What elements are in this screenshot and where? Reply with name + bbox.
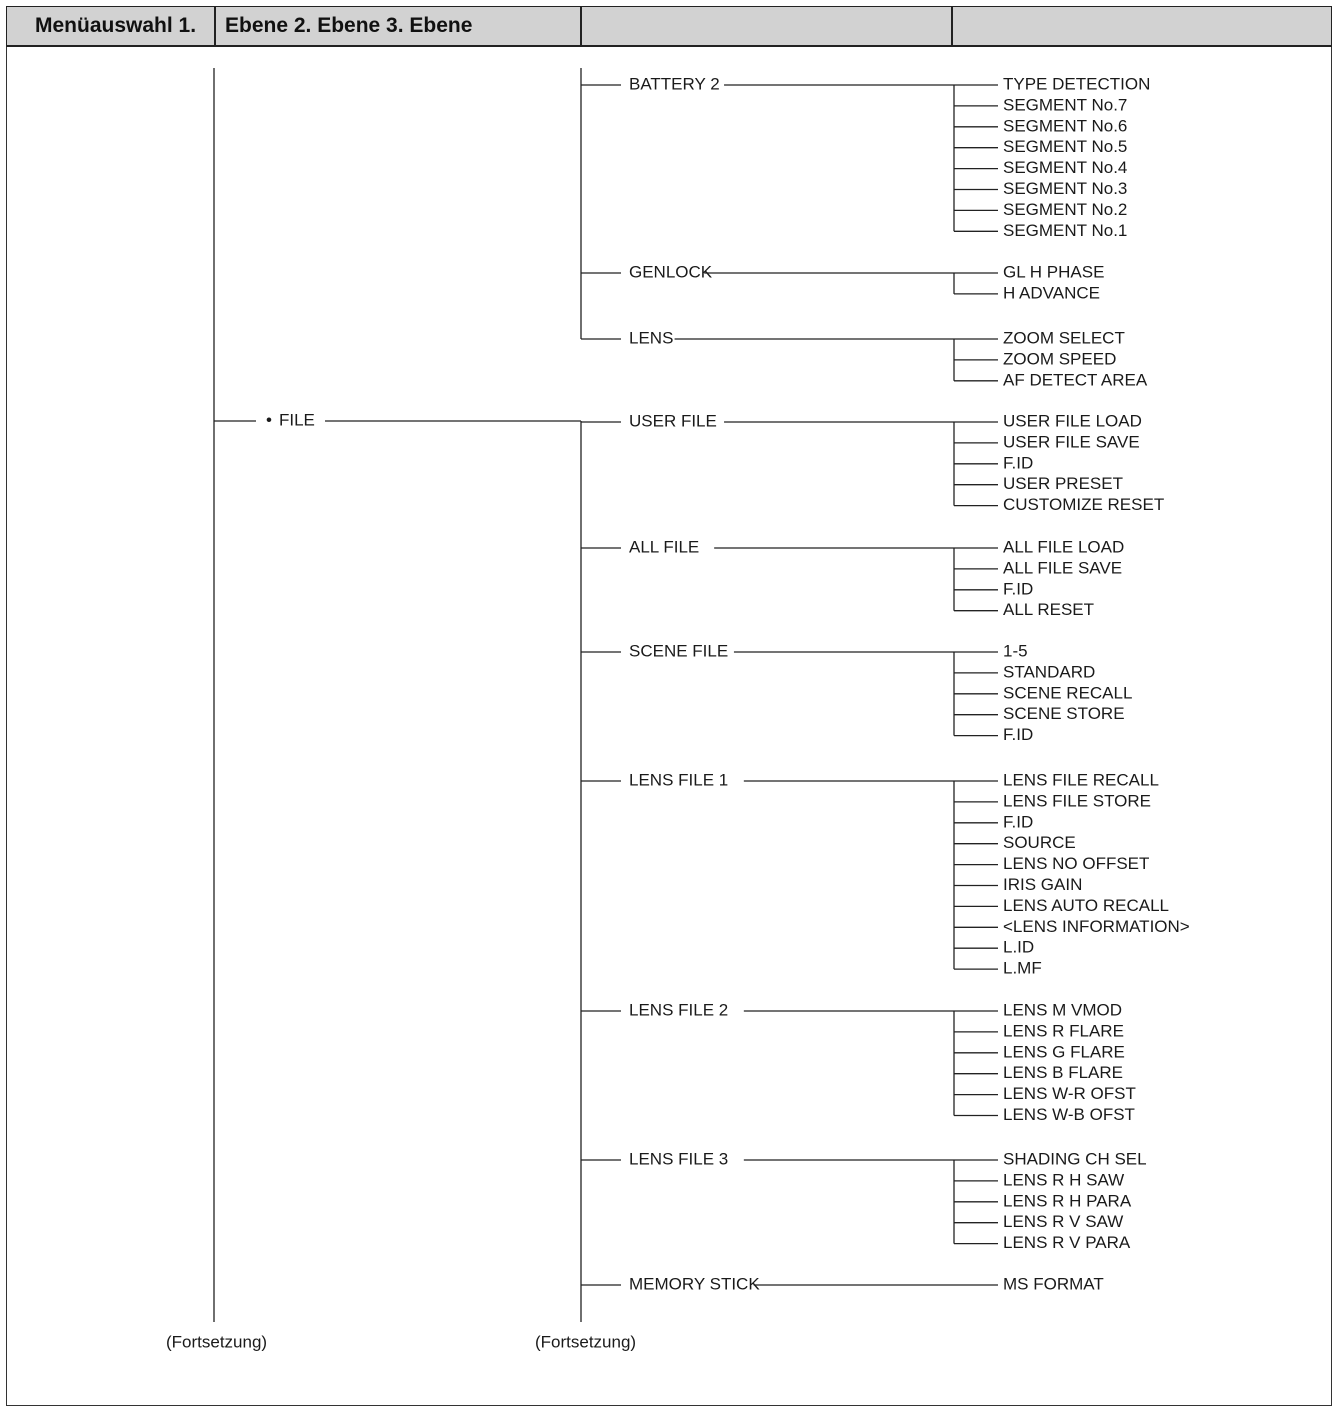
leaf-label: USER PRESET: [1003, 474, 1123, 494]
leaf-label: <LENS INFORMATION>: [1003, 916, 1190, 936]
continuation-label: (Fortsetzung): [166, 1332, 268, 1352]
group-label: LENS FILE 3: [629, 1149, 729, 1169]
leaf-label: 1-5: [1003, 641, 1028, 661]
leaf-label: GL H PHASE: [1003, 262, 1105, 282]
leaf-label: SHADING CH SEL: [1003, 1149, 1147, 1169]
leaf-label: SEGMENT No.5: [1003, 137, 1128, 157]
leaf-label: LENS R H SAW: [1003, 1170, 1125, 1190]
leaf-label: F.ID: [1003, 725, 1034, 745]
group-label: LENS FILE 2: [629, 1000, 729, 1020]
group-label: MEMORY STICK: [629, 1274, 760, 1294]
leaf-label: SEGMENT No.1: [1003, 220, 1128, 240]
leaf-label: SCENE STORE: [1003, 704, 1125, 724]
leaf-label: LENS R V PARA: [1003, 1233, 1131, 1253]
leaf-label: LENS AUTO RECALL: [1003, 895, 1169, 915]
leaf-label: LENS R H PARA: [1003, 1191, 1132, 1211]
leaf-label: ZOOM SELECT: [1003, 328, 1125, 348]
leaf-label: LENS W-R OFST: [1003, 1084, 1136, 1104]
header-col2: Ebene 2. Ebene 3. Ebene: [225, 14, 473, 37]
group-label: ALL FILE: [629, 537, 700, 557]
leaf-label: H ADVANCE: [1003, 283, 1100, 303]
leaf-label: LENS M VMOD: [1003, 1000, 1123, 1020]
leaf-label: LENS FILE STORE: [1003, 791, 1152, 811]
leaf-label: AF DETECT AREA: [1003, 370, 1148, 390]
leaf-label: STANDARD: [1003, 662, 1096, 682]
leaf-label: F.ID: [1003, 579, 1034, 599]
group-label: LENS: [629, 328, 674, 348]
leaf-label: SEGMENT No.7: [1003, 95, 1128, 115]
leaf-label: SEGMENT No.2: [1003, 199, 1128, 219]
continuation-label: (Fortsetzung): [535, 1332, 637, 1352]
group-label: GENLOCK: [629, 262, 713, 282]
leaf-label: ZOOM SPEED: [1003, 349, 1117, 369]
file-bullet-icon: •: [266, 410, 272, 430]
group-label: BATTERY 2: [629, 74, 720, 94]
leaf-label: L.ID: [1003, 937, 1035, 957]
leaf-label: MS FORMAT: [1003, 1274, 1104, 1294]
leaf-label: ALL RESET: [1003, 600, 1095, 620]
leaf-label: SEGMENT No.4: [1003, 158, 1128, 178]
leaf-label: LENS W-B OFST: [1003, 1104, 1135, 1124]
leaf-label: LENS B FLARE: [1003, 1063, 1123, 1083]
file-label: FILE: [279, 410, 315, 430]
leaf-label: LENS R V SAW: [1003, 1212, 1124, 1232]
leaf-label: CUSTOMIZE RESET: [1003, 495, 1165, 515]
leaf-label: F.ID: [1003, 812, 1034, 832]
leaf-label: F.ID: [1003, 453, 1034, 473]
leaf-label: L.MF: [1003, 958, 1042, 978]
group-label: LENS FILE 1: [629, 770, 729, 790]
leaf-label: USER FILE LOAD: [1003, 411, 1142, 431]
leaf-label: SCENE RECALL: [1003, 683, 1133, 703]
leaf-label: SOURCE: [1003, 833, 1076, 853]
leaf-label: USER FILE SAVE: [1003, 432, 1140, 452]
group-label: SCENE FILE: [629, 641, 729, 661]
leaf-label: IRIS GAIN: [1003, 874, 1083, 894]
leaf-label: ALL FILE SAVE: [1003, 558, 1123, 578]
leaf-label: TYPE DETECTION: [1003, 74, 1151, 94]
leaf-label: LENS FILE RECALL: [1003, 770, 1159, 790]
header-col1: Menüauswahl 1.: [35, 14, 197, 37]
leaf-label: SEGMENT No.6: [1003, 116, 1128, 136]
leaf-label: LENS NO OFFSET: [1003, 854, 1150, 874]
leaf-label: SEGMENT No.3: [1003, 178, 1128, 198]
leaf-label: LENS R FLARE: [1003, 1021, 1124, 1041]
leaf-label: LENS G FLARE: [1003, 1042, 1125, 1062]
group-label: USER FILE: [629, 411, 717, 431]
leaf-label: ALL FILE LOAD: [1003, 537, 1125, 557]
